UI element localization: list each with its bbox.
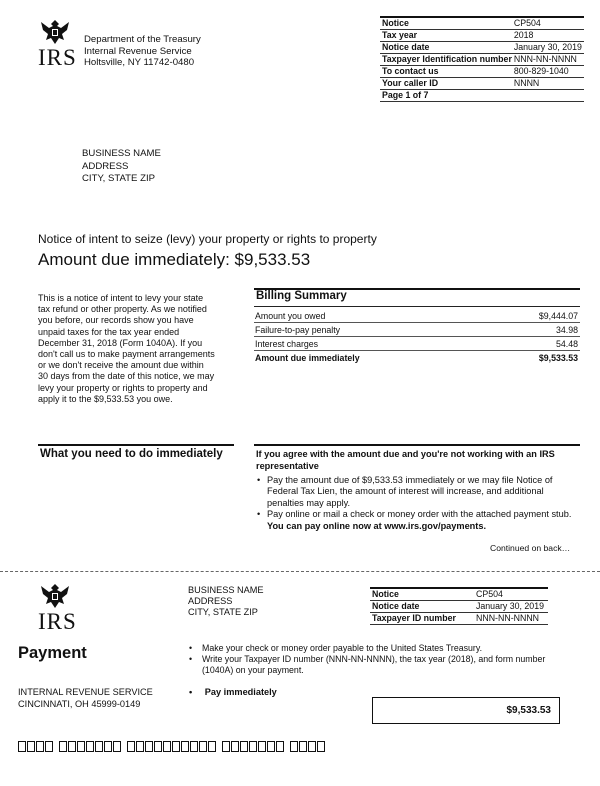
- scan-box: [154, 741, 162, 752]
- amount-due-value: $9,533.53: [506, 705, 551, 716]
- billing-row: [254, 310, 580, 323]
- info-value: CP504: [474, 588, 548, 601]
- agency-line: Internal Revenue Service: [84, 45, 192, 57]
- notice-headline: Notice of intent to seize (levy) your property or rights to property: [38, 232, 377, 246]
- amount-headline: Amount due immediately: $9,533.53: [38, 250, 311, 269]
- payment-title: Payment: [18, 644, 87, 662]
- scan-box: [249, 741, 257, 752]
- eagle-icon: [38, 18, 72, 46]
- scan-line: [18, 741, 325, 753]
- address-line: CITY, STATE ZIP: [188, 607, 258, 617]
- scan-box: [308, 741, 316, 752]
- billing-value: 54.48: [555, 339, 578, 349]
- bullet-glyph: •: [189, 687, 193, 697]
- scan-box: [86, 741, 94, 752]
- scan-box: [267, 741, 275, 752]
- info-row: [370, 588, 548, 601]
- scan-box: [27, 741, 35, 752]
- info-value: 2018: [513, 30, 534, 40]
- intro-paragraph: This is a notice of intent to levy your state tax refund or other property. As we notified you before, our records show you have unpaid taxes for the tax year ended December 31, 2018 (Form 1040A). If you don't call us to make payment arrangements or we don't receive the amount due within 30 days from the date of this notice, we may levy your property or rights to property and apply it to the $9,533.53 you owe.: [38, 293, 215, 404]
- irs-logo: [38, 18, 77, 69]
- billing-total-row: [254, 352, 580, 365]
- scan-box: [18, 741, 26, 752]
- scan-box-group: [127, 741, 216, 753]
- what-to-do-title: What you need to do immediately: [40, 448, 223, 460]
- scan-box-group: [18, 741, 53, 753]
- info-row: [380, 17, 584, 30]
- list-item: [188, 654, 568, 676]
- address-line: ADDRESS: [188, 596, 233, 606]
- info-row: [380, 42, 584, 54]
- stub-irs-logo: [38, 582, 77, 633]
- info-value: NNN-NN-NNNN: [513, 54, 577, 64]
- scan-box: [145, 741, 153, 752]
- info-row: [380, 54, 584, 66]
- scan-box: [127, 741, 135, 752]
- info-row: [370, 613, 548, 625]
- instruction-text: Write your Taxpayer ID number (NNN-NN-NNNN), the tax year (2018), and form number (1040A) on your payment.: [202, 653, 546, 675]
- scan-box: [208, 741, 216, 752]
- instruction-text: Make your check or money order payable to the United States Treasury.: [202, 643, 483, 653]
- scan-box: [36, 741, 44, 752]
- info-label: Notice date: [382, 42, 430, 52]
- what-to-do-rule-left: [38, 444, 234, 446]
- stub-info-table: [370, 587, 548, 625]
- info-label: Taxpayer ID number: [370, 613, 474, 625]
- billing-row: [254, 324, 580, 337]
- payment-instructions: [188, 643, 568, 675]
- recipient-address: [82, 148, 161, 186]
- info-row: [370, 601, 548, 613]
- continued-on-back: Continued on back…: [490, 543, 571, 553]
- notice-info-table: [380, 16, 584, 102]
- eagle-icon: [38, 582, 72, 610]
- address-line: BUSINESS NAME: [82, 148, 161, 159]
- scan-box: [68, 741, 76, 752]
- scan-box: [276, 741, 284, 752]
- scan-box: [240, 741, 248, 752]
- billing-label: Amount you owed: [255, 311, 326, 321]
- billing-value: $9,444.07: [538, 311, 578, 321]
- scan-box: [181, 741, 189, 752]
- bullet-glyph: •: [257, 509, 261, 520]
- agency-line: Holtsville, NY 11742-0480: [84, 57, 195, 69]
- info-label: Page 1 of 7: [382, 90, 429, 100]
- list-item: [188, 643, 568, 654]
- info-label: Notice date: [370, 601, 474, 613]
- billing-label: Interest charges: [255, 339, 319, 349]
- scan-box: [258, 741, 266, 752]
- info-value: NNN-NN-NNNN: [474, 613, 548, 625]
- billing-label: Failure-to-pay penalty: [255, 325, 341, 335]
- scan-box: [59, 741, 67, 752]
- scan-box: [231, 741, 239, 752]
- scan-box: [113, 741, 121, 752]
- scan-box: [95, 741, 103, 752]
- agency-address: [84, 34, 201, 69]
- info-label: Tax year: [382, 30, 418, 40]
- irs-mailing-address: [18, 687, 153, 710]
- scan-box-group: [59, 741, 121, 753]
- scan-box-group: [290, 741, 325, 753]
- scan-box: [199, 741, 207, 752]
- scan-box: [136, 741, 144, 752]
- bullet-glyph: •: [189, 653, 193, 664]
- address-line: BUSINESS NAME: [188, 585, 264, 595]
- scan-box: [222, 741, 230, 752]
- what-to-do-heading: If you agree with the amount due and you're not working with an IRS representative: [256, 449, 555, 471]
- pay-immediately-text: Pay immediately: [204, 687, 277, 697]
- agency-line: Department of the Treasury: [84, 34, 201, 45]
- bullet-glyph: •: [257, 475, 261, 485]
- info-label: Your caller ID: [382, 78, 439, 88]
- pay-online-link[interactable]: You can pay online now at www.irs.gov/payments.: [267, 520, 487, 531]
- scan-box: [163, 741, 171, 752]
- billing-row: [254, 338, 580, 351]
- address-line: CINCINNATI, OH 45999-0149: [18, 698, 141, 709]
- info-value: CP504: [513, 18, 541, 28]
- info-row: [380, 78, 584, 90]
- info-row: [380, 66, 584, 78]
- info-label: To contact us: [382, 66, 439, 76]
- scan-box-group: [222, 741, 284, 753]
- what-to-do-list: [256, 475, 578, 532]
- address-line: CITY, STATE ZIP: [82, 173, 156, 185]
- info-row: [380, 30, 584, 42]
- info-row: [380, 90, 584, 102]
- billing-label: Amount due immediately: [255, 353, 360, 363]
- list-item: [256, 475, 578, 509]
- info-value: January 30, 2019: [474, 601, 548, 613]
- pay-immediately-label: [189, 687, 277, 697]
- scan-box: [190, 741, 198, 752]
- info-label: Notice: [382, 18, 409, 28]
- amount-due-box[interactable]: [372, 697, 560, 724]
- scan-box: [77, 741, 85, 752]
- scan-box: [317, 741, 325, 752]
- irs-logo-text: IRS: [38, 45, 77, 70]
- billing-title-rule: [254, 306, 580, 307]
- billing-value: 34.98: [555, 325, 578, 335]
- info-value: 800-829-1040: [513, 66, 569, 76]
- info-value: January 30, 2019: [513, 42, 582, 52]
- info-label: Notice: [370, 588, 474, 601]
- scan-box: [299, 741, 307, 752]
- scan-box: [172, 741, 180, 752]
- tear-off-line: [0, 571, 600, 572]
- billing-summary-title: Billing Summary: [256, 290, 347, 302]
- list-item: [256, 509, 578, 532]
- address-line: INTERNAL REVENUE SERVICE: [18, 687, 153, 697]
- bullet-glyph: •: [189, 643, 193, 653]
- bullet-text: Pay online or mail a check or money order with the attached payment stub.: [267, 509, 572, 520]
- stub-recipient-address: [188, 585, 264, 618]
- scan-box: [104, 741, 112, 752]
- what-to-do-rule-right: [254, 444, 580, 446]
- info-value: NNNN: [513, 78, 540, 88]
- billing-value: $9,533.53: [538, 353, 578, 363]
- bullet-text: Pay the amount due of $9,533.53 immediately or we may file Notice of Federal Tax Lien, the amount of interest will increase, and additional penalties may apply.: [267, 475, 553, 508]
- info-value: [512, 90, 584, 102]
- info-label: Taxpayer Identification number: [382, 54, 512, 64]
- irs-logo-text: IRS: [38, 609, 77, 634]
- address-line: ADDRESS: [82, 160, 129, 172]
- scan-box: [45, 741, 53, 752]
- scan-box: [290, 741, 298, 752]
